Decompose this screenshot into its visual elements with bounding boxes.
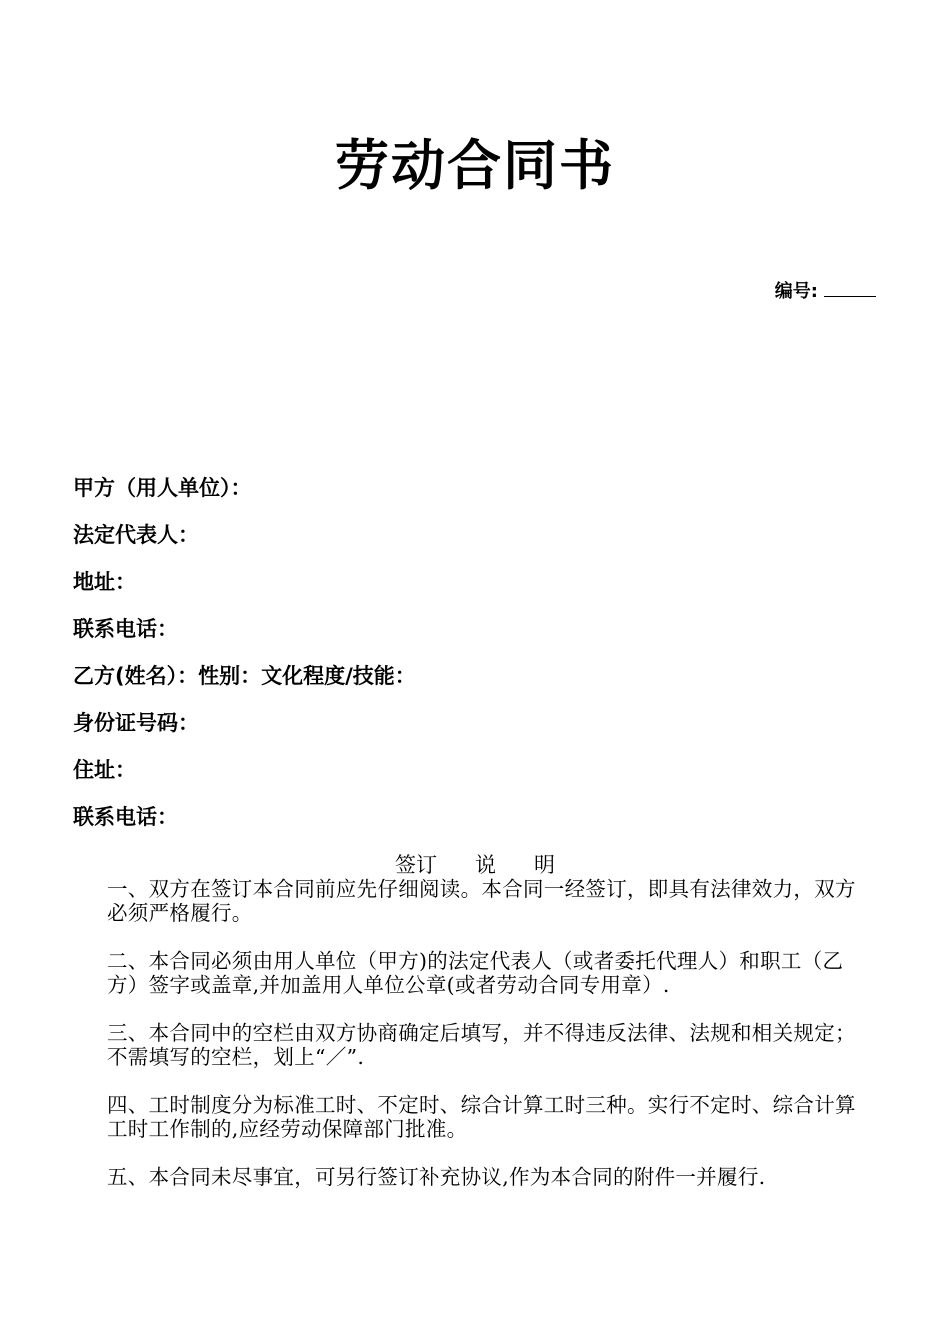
field-employee-phone: 联系电话：	[73, 805, 178, 829]
notes-heading-word-1: 签订	[395, 853, 437, 877]
notes-heading-word-3: 明	[534, 853, 555, 877]
serial-number-blank	[824, 282, 876, 297]
note-item: 一、双方在签订本合同前应先仔细阅读。本合同一经签订，即具有法律效力，双方必须严格履行。	[107, 877, 856, 925]
serial-number-label: 编号:	[774, 281, 818, 302]
notes-heading-word-2: 说	[475, 853, 496, 877]
field-employer-address: 地址：	[73, 570, 136, 594]
field-employer-phone: 联系电话：	[73, 617, 178, 641]
note-item: 三、本合同中的空栏由双方协商确定后填写，并不得违反法律、法规和相关规定；不需填写的空栏，划上“／”.	[107, 1021, 856, 1069]
note-item: 四、工时制度分为标准工时、不定时、综合计算工时三种。实行不定时、综合计算工时工作制的,应经劳动保障部门批准。	[107, 1093, 856, 1141]
party-fields	[73, 474, 873, 850]
document-title: 劳动合同书	[335, 134, 615, 197]
signing-notes	[107, 877, 867, 1213]
notes-heading	[0, 852, 950, 878]
field-employee: 乙方(姓名）：性别：文化程度/技能：	[73, 664, 416, 688]
field-legal-representative: 法定代表人：	[73, 523, 199, 547]
note-item: 五、本合同未尽事宜，可另行签订补充协议,作为本合同的附件一并履行.	[107, 1165, 766, 1189]
field-employer: 甲方（用人单位）：	[73, 476, 252, 500]
serial-number	[775, 280, 876, 304]
field-employee-address: 住址：	[73, 758, 136, 782]
note-item: 二、本合同必须由用人单位（甲方)的法定代表人（或者委托代理人）和职工（乙方）签字或盖章,并加盖用人单位公章(或者劳动合同专用章）.	[107, 949, 844, 997]
field-id-number: 身份证号码：	[73, 711, 199, 735]
